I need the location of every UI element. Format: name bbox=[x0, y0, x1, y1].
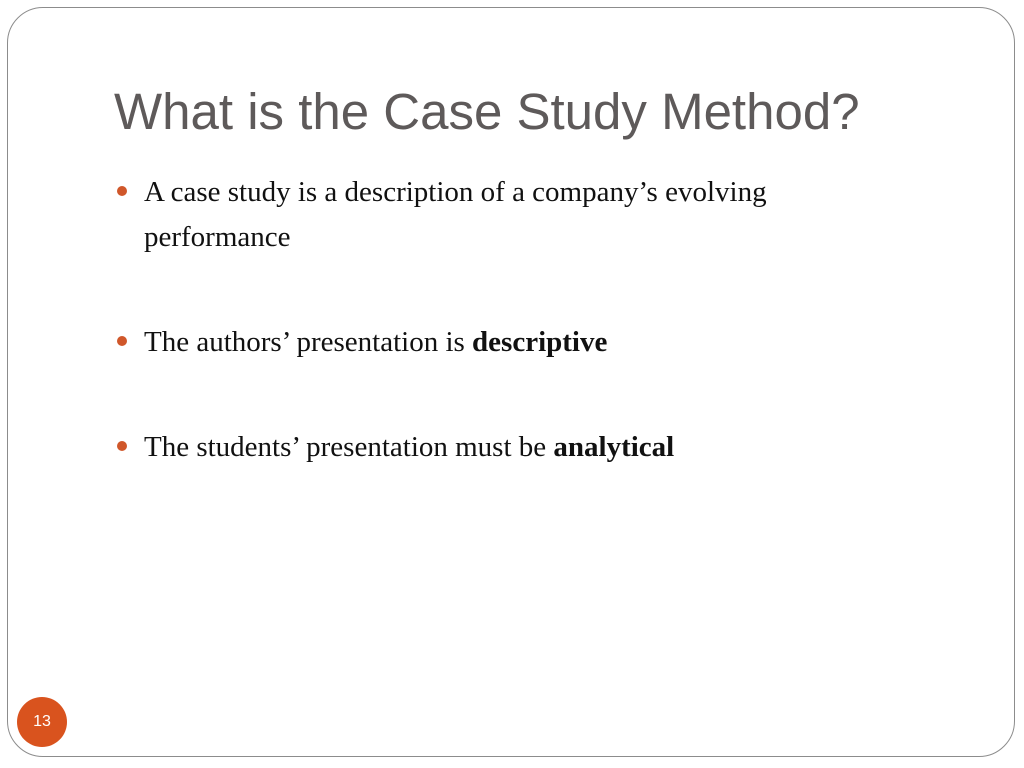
page-number-badge bbox=[17, 697, 67, 747]
bullet-emphasis: descriptive bbox=[472, 326, 608, 358]
slide-title: What is the Case Study Method? bbox=[114, 83, 860, 140]
page-number: 13 bbox=[33, 713, 51, 730]
bullet-dot-icon bbox=[117, 441, 127, 451]
bullet-text: A case study is a description of a company’s evolving performance bbox=[144, 176, 767, 253]
bullet-item bbox=[114, 170, 894, 260]
bullet-emphasis: analytical bbox=[553, 431, 675, 463]
bullet-dot-icon bbox=[117, 186, 127, 196]
bullet-text: The students’ presentation must be bbox=[144, 431, 554, 463]
bullet-list bbox=[114, 170, 894, 470]
bullet-dot-icon bbox=[117, 336, 127, 346]
bullet-text: The authors’ presentation is bbox=[144, 326, 473, 358]
bullet-item bbox=[114, 425, 894, 470]
bullet-item bbox=[114, 320, 894, 365]
